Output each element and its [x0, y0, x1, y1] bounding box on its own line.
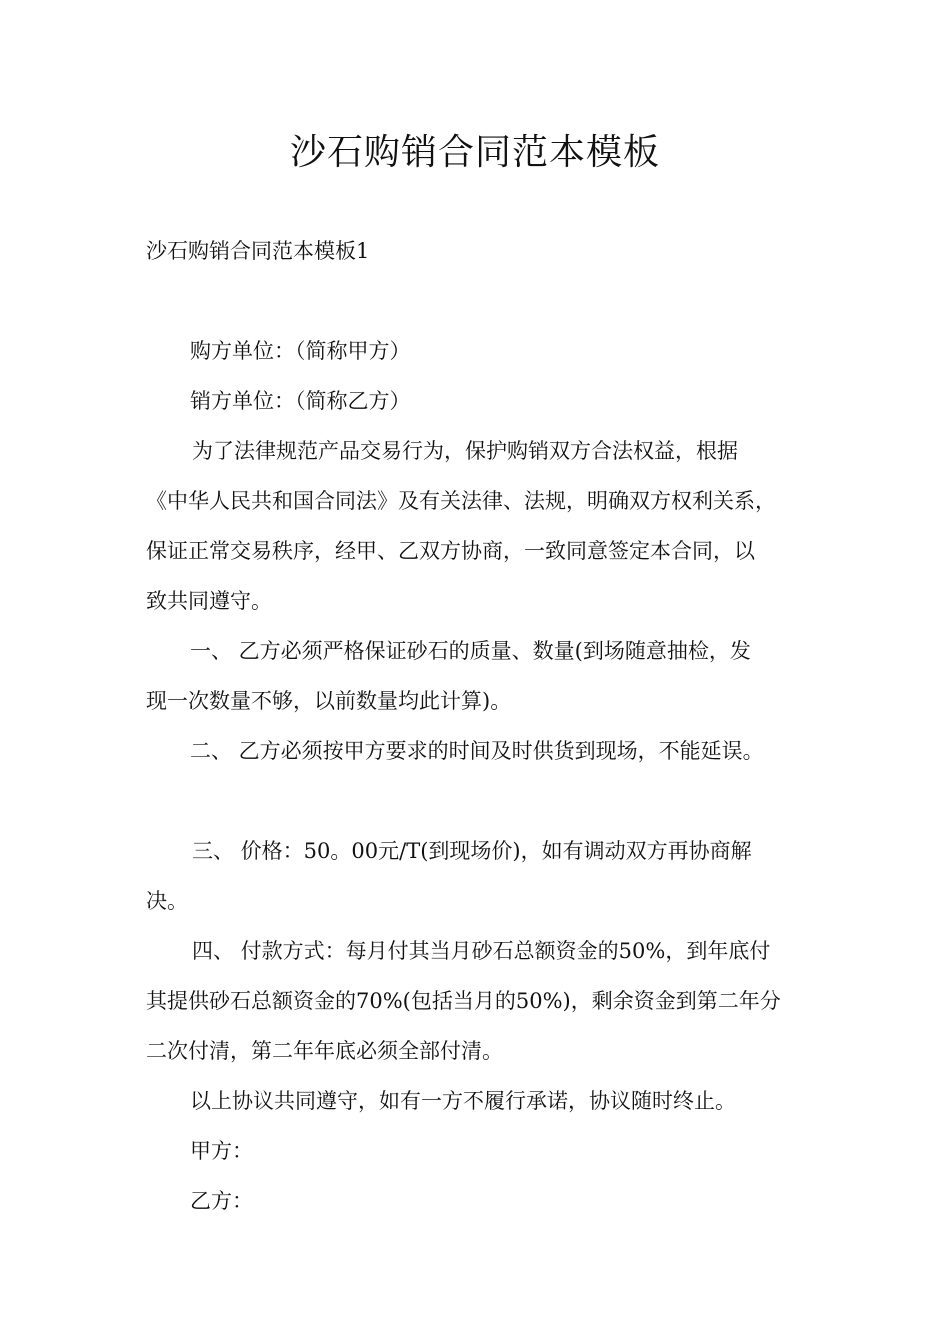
- clause-1-line-2: 现一次数量不够，以前数量均此计算)。: [146, 689, 512, 713]
- seller-line: 销方单位：（简称乙方）: [190, 389, 411, 413]
- clause-2: 二、 乙方必须按甲方要求的时间及时供货到现场，不能延误。: [190, 739, 764, 763]
- clause-3-line-2: 决。: [146, 889, 188, 913]
- clause-4-line-3: 二次付清，第二年年底必须全部付清。: [146, 1039, 503, 1063]
- clause-1-line-1: 一、 乙方必须严格保证砂石的质量、数量(到场随意抽检，发: [190, 639, 751, 663]
- intro-line-4: 致共同遵守。: [146, 589, 272, 613]
- clause-3-line-1: 三、 价格：50。00元/T(到现场价)，如有调动双方再协商解: [192, 839, 752, 863]
- clause-4-line-2: 其提供砂石总额资金的70%(包括当月的50%)，剩余资金到第二年分: [146, 989, 781, 1013]
- intro-line-2: 《中华人民共和国合同法》及有关法律、法规，明确双方权利关系，: [146, 489, 776, 513]
- intro-line-1: 为了法律规范产品交易行为，保护购销双方合法权益，根据: [192, 439, 738, 463]
- buyer-line: 购方单位：（简称甲方）: [190, 339, 411, 363]
- closing-statement: 以上协议共同遵守，如有一方不履行承诺，协议随时终止。: [190, 1089, 736, 1113]
- clause-4-line-1: 四、 付款方式：每月付其当月砂石总额资金的50%，到年底付: [192, 939, 771, 963]
- party-b-signature: 乙方：: [190, 1189, 253, 1213]
- document-subtitle: 沙石购销合同范本模板1: [146, 239, 370, 263]
- intro-line-3: 保证正常交易秩序，经甲、乙双方协商，一致同意签定本合同，以: [146, 539, 755, 563]
- page-title: 沙石购销合同范本模板: [289, 132, 660, 173]
- party-a-signature: 甲方：: [190, 1139, 253, 1163]
